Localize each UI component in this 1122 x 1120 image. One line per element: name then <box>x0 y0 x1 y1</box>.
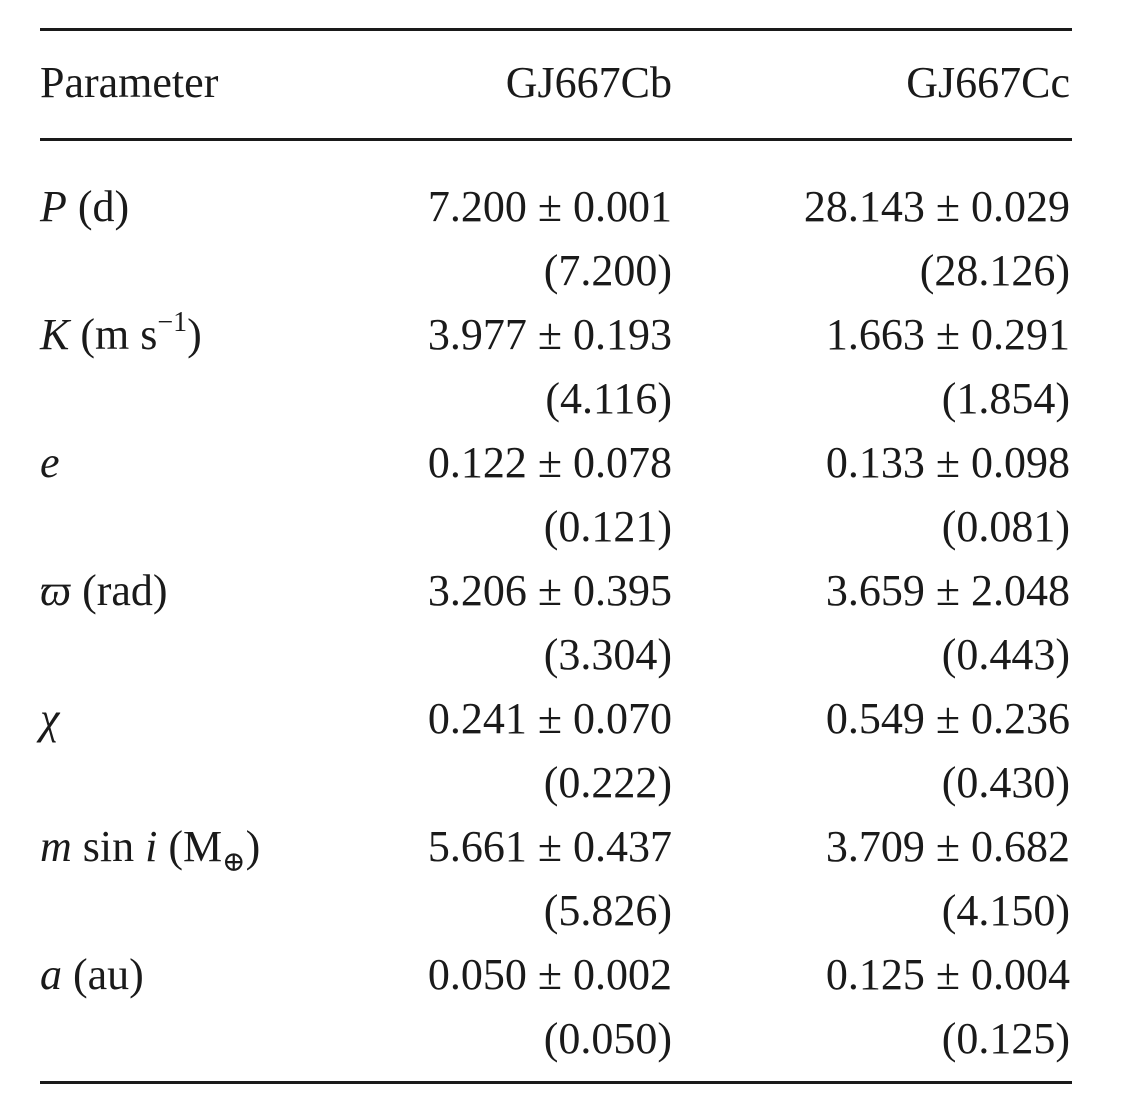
gj667cb-value: 7.200 ± 0.001 <box>427 182 672 231</box>
gj667cc-value: 3.659 ± 2.048 <box>825 566 1070 615</box>
table-row <box>40 303 1072 431</box>
table-row <box>40 431 1072 559</box>
table-row <box>40 815 1072 943</box>
header-gj667cc: GJ667Cc <box>906 58 1070 107</box>
table-row <box>40 687 1072 815</box>
row-label: ϖ (rad) <box>40 566 168 615</box>
gj667cc-bestfit: (0.081) <box>941 502 1070 551</box>
table-body <box>40 141 1072 1071</box>
parameter-table <box>40 28 1072 1084</box>
gj667cb-bestfit: (3.304) <box>543 630 672 679</box>
row-label: m sin i $(M_\oplus)$ <box>40 822 261 878</box>
gj667cb-bestfit: (5.826) <box>543 886 672 935</box>
gj667cc-bestfit: (0.430) <box>941 758 1070 807</box>
gj667cc-bestfit: (28.126) <box>919 246 1070 295</box>
gj667cc-value: 0.549 ± 0.236 <box>825 694 1070 743</box>
gj667cc-bestfit: (4.150) <box>941 886 1070 935</box>
gj667cc-bestfit: (0.443) <box>941 630 1070 679</box>
gj667cb-bestfit: (0.222) <box>543 758 672 807</box>
gj667cb-value: 0.241 ± 0.070 <box>427 694 672 743</box>
gj667cb-bestfit: (7.200) <box>543 246 672 295</box>
gj667cb-value: 3.206 ± 0.395 <box>427 566 672 615</box>
table-row <box>40 175 1072 303</box>
header-gj667cb: GJ667Cb <box>505 58 672 107</box>
gj667cb-value: 5.661 ± 0.437 <box>427 822 672 871</box>
gj667cc-value: 28.143 ± 0.029 <box>803 182 1070 231</box>
table-header <box>40 31 1072 138</box>
gj667cb-value: 0.122 ± 0.078 <box>427 438 672 487</box>
table-row <box>40 943 1072 1071</box>
gj667cc-value: 0.133 ± 0.098 <box>825 438 1070 487</box>
row-label: a (au) <box>40 950 144 999</box>
gj667cc-value: 1.663 ± 0.291 <box>825 310 1070 359</box>
gj667cb-bestfit: (0.121) <box>543 502 672 551</box>
row-label: e <box>40 438 60 487</box>
table-row <box>40 559 1072 687</box>
gj667cc-value: 0.125 ± 0.004 <box>825 950 1070 999</box>
gj667cc-bestfit: (1.854) <box>941 374 1070 423</box>
gj667cc-value: 3.709 ± 0.682 <box>825 822 1070 871</box>
row-label: K (m $s^{-1}$) <box>40 307 202 359</box>
bottom-rule <box>40 1081 1072 1084</box>
gj667cb-value: 0.050 ± 0.002 <box>427 950 672 999</box>
row-label: P (d) <box>40 182 130 231</box>
gj667cb-bestfit: (0.050) <box>543 1014 672 1063</box>
gj667cc-bestfit: (0.125) <box>941 1014 1070 1063</box>
gj667cb-value: 3.977 ± 0.193 <box>427 310 672 359</box>
gj667cb-bestfit: (4.116) <box>545 374 672 423</box>
row-label: χ <box>40 694 60 743</box>
header-parameter: Parameter <box>40 58 219 107</box>
